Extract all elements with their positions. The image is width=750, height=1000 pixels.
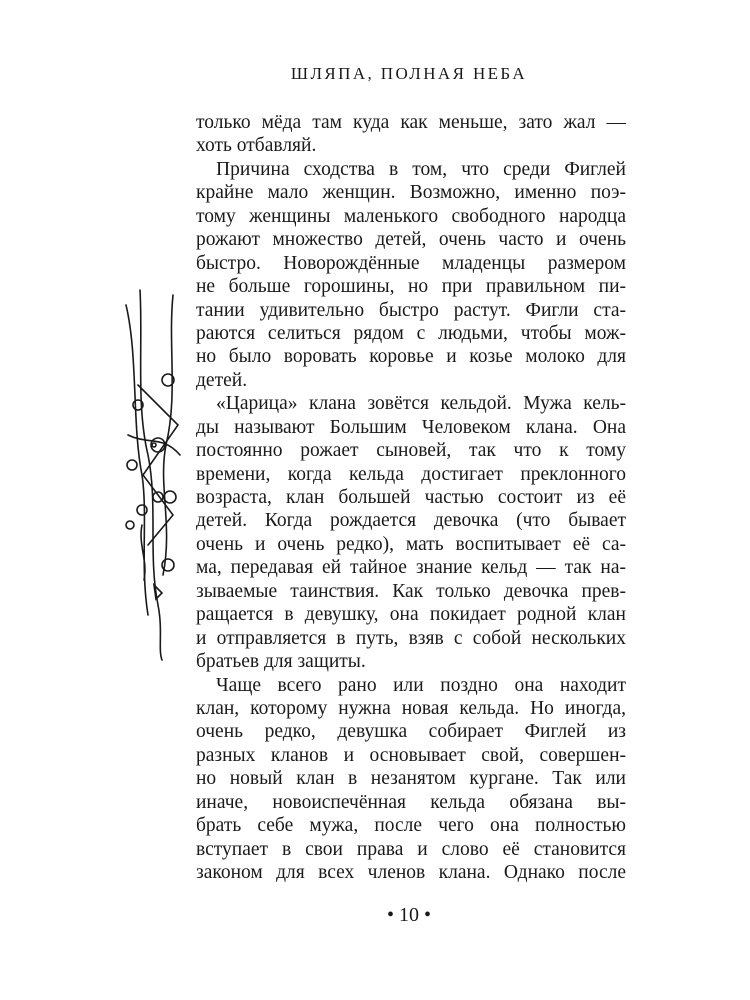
text-line: раются селиться рядом с людьми, чтобы мож- — [196, 322, 626, 344]
text-line: только мёда там куда как меньше, зато жал — — [196, 112, 626, 133]
text-line: разных кланов и основывает свой, совершен- — [196, 744, 626, 766]
text-line: вступает в свои права и слово её становится — [196, 838, 626, 860]
text-line: «Царица» клана зовётся кельдой. Мужа кель- — [216, 393, 626, 415]
text-line: и отправляется в путь, взяв с собой нескольких — [196, 627, 626, 649]
text-line: очень и очень редко), мать воспитывает её са- — [196, 533, 626, 555]
text-line: законом для всех членов клана. Однако после — [196, 862, 626, 883]
text-line: брать себе мужа, после чего она полностью — [196, 815, 626, 837]
text-line: Причина сходства в том, что среди Фиглей — [216, 158, 626, 180]
running-title: ШЛЯПА, ПОЛНАЯ НЕБА — [290, 64, 528, 83]
text-line: клан, которому нужна новая кельда. Но иногда, — [196, 697, 626, 719]
text-line: братьев для защиты. — [196, 651, 366, 673]
text-line: рожают множество детей, очень часто и очень — [196, 229, 626, 251]
text-line: иначе, новоиспечённая кельда обязана вы- — [196, 791, 626, 813]
text-line: тании удивительно быстро растут. Фигли ста- — [196, 299, 626, 321]
text-line: тому женщины маленького свободного народца — [196, 205, 626, 227]
text-line: ма, передавая ей тайное знание кельд — так на- — [196, 557, 626, 579]
text-line: ды называют Большим Человеком клана. Она — [196, 416, 626, 438]
text-line: постоянно рожает сыновей, так что к тому — [196, 440, 626, 462]
text-line: но было воровать коровье и козье молоко для — [196, 346, 626, 368]
text-line: ращается в девушку, она покидает родной клан — [196, 604, 626, 626]
text-line: времени, когда кельда достигает преклонного — [196, 463, 626, 485]
text-line: зываемые таинствия. Как только девочка прев- — [196, 580, 626, 602]
page-number: • 10 • — [386, 904, 431, 926]
text-line: Чаще всего рано или поздно она находит — [216, 674, 626, 696]
text-line: хоть отбавляй. — [196, 135, 317, 157]
text-line: быстро. Новорождённые младенцы размером — [196, 252, 626, 274]
body-text — [196, 111, 626, 884]
text-line: крайне мало женщин. Возможно, именно поэ- — [196, 182, 626, 204]
text-line: детей. Когда рождается девочка (что бывает — [196, 510, 626, 532]
text-line: детей. — [196, 369, 248, 391]
text-line: но новый клан в незанятом кургане. Так или — [196, 768, 626, 790]
text-line: очень редко, девушка собирает Фиглей из — [196, 721, 626, 743]
text-line: возраста, клан большей частью состоит из её — [196, 487, 626, 508]
text-line: не больше горошины, но при правильном пи- — [196, 276, 626, 298]
vine-illustration — [118, 285, 198, 665]
